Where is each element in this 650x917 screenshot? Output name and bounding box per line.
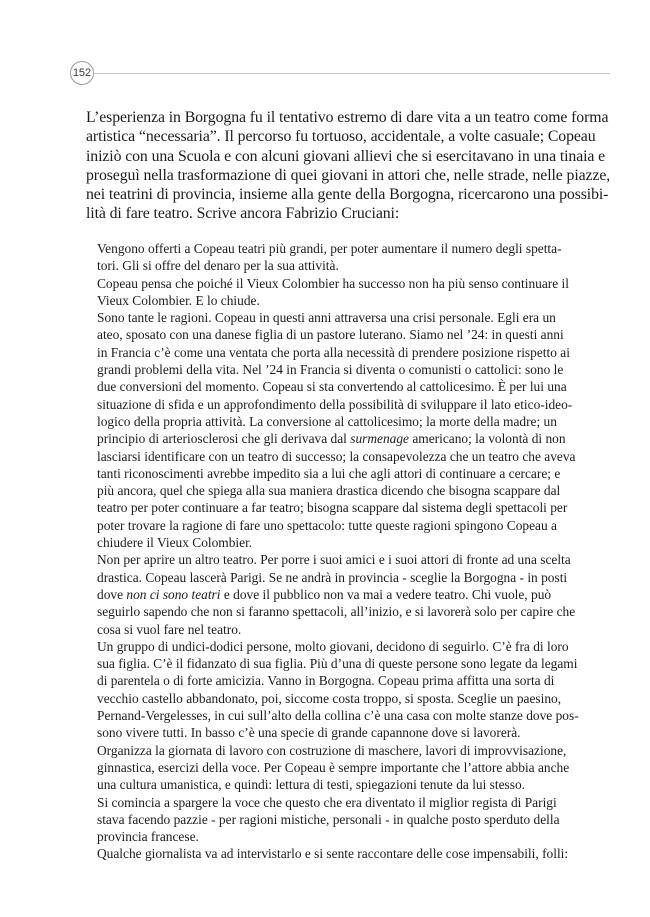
text-segment: principio di arteriosclerosi che gli derivava dal [97, 431, 347, 447]
text-line: tori. Gli si offre del denaro per la sua attività. [97, 258, 339, 274]
text-line: iniziò con una Scuola e con alcuni giovani allievi che si esercitavano in una tinaia e [86, 147, 606, 165]
quote-paragraph [97, 742, 570, 794]
text-line: lità di fare teatro. Scrive ancora Fabrizio Cruciani: [86, 205, 400, 223]
text-line: vecchio castello abbandonato, poi, siccome costa troppo, si sposta. Sceglie un paesino, [97, 690, 562, 706]
text-line: tanti riconoscimenti avrebbe impedito sia a lui che agli attori di continuare a cercare; e [97, 465, 561, 481]
text-line: più ancora, quel che spiega alla sua maniera drastica dicendo che bisogna scappare dal [97, 483, 561, 499]
body-paragraph [86, 108, 611, 224]
text-line: drastica. Copeau lascerà Parigi. Se ne andrà in provincia - sceglie la Borgogna - in posti [97, 569, 568, 585]
text-line: di parentela o di forte amicizia. Vanno in Borgogna. Copeau prima affitta una sorta di [97, 673, 555, 689]
text-line: chiudere il Vieux Colombier. [97, 535, 253, 551]
quote-paragraph [97, 275, 569, 310]
text-line: due conversioni del momento. Copeau si sta convertendo al cattolicesimo. È per lui una [97, 379, 567, 395]
text-segment: e dove il pubblico non va mai a vedere teatro. Chi vuole, può [223, 586, 552, 602]
italic-term: non ci sono teatri [126, 586, 221, 602]
text-line: Sono tante le ragioni. Copeau in questi anni attraversa una crisi personale. Egli era un [97, 310, 556, 326]
quote-paragraph [97, 638, 579, 742]
text-line: ateo, sposato con una danese figlia di un pastore luterano. Siamo nel ’24: in questi anni [97, 327, 564, 343]
text-line: ginnastica, esercizi della voce. Per Copeau è sempre importante che l’attore abbia anche [97, 759, 570, 775]
text-line: Si comincia a spargere la voce che questo che era diventato il miglior regista di Parigi [97, 794, 557, 810]
text-line: stava facendo pazzie - per ragioni mistiche, personali - in qualche posto sperduto della [97, 811, 560, 827]
quote-paragraph [97, 309, 576, 551]
text-line: proseguì nella trasformazione di quei giovani in attori che, nelle strade, nelle piazze, [86, 166, 611, 184]
quote-paragraph [97, 240, 562, 275]
text-line: sono vivere tutti. In basso c’è una specie di grande capannone dove si lavorerà. [97, 725, 521, 741]
text-line: in Francia c’è come una ventata che porta alla necessità di prendere posizione rispetto ai [97, 344, 570, 360]
text-line: logico della propria attività. La conversione al cattolicesimo; la morte della madre; un [97, 413, 557, 429]
text-line: poter trovare la ragione di fare uno spettacolo: tutte queste ragioni spingono Copeau a [97, 517, 557, 533]
text-line: cosa si vuol fare nel teatro. [97, 621, 242, 637]
text-segment: americano; la volontà di non [412, 431, 566, 447]
text-line: lasciarsi identificare con un teatro di successo; la consapevolezza che un teatro che aveva [97, 448, 576, 464]
quote-paragraph [97, 845, 569, 862]
text-line: Copeau pensa che poiché il Vieux Colombier ha successo non ha più senso continuare il [97, 275, 569, 291]
text-line: nei teatrini di provincia, insieme alla gente della Borgogna, ricercarono una possibi- [86, 186, 609, 204]
block-quote [97, 240, 579, 863]
text-line: Vengono offerti a Copeau teatri più grandi, per poter aumentare il numero degli spetta- [97, 241, 562, 256]
text-line: una cultura umanistica, e quindi: lettura di testi, spiegazioni tenute da lui stesso. [97, 777, 526, 793]
text-line: grandi problemi della vita. Nel ’24 in Francia si diventa o comunisti o cattolici: sono le [97, 362, 564, 378]
text-line: Organizza la giornata di lavoro con costruzione di maschere, lavori di improvvisazione, [97, 742, 567, 758]
text-line: teatro per poter continuare a far teatro; bisogna scappare dal sistema degli spettacoli per [97, 500, 568, 516]
quote-paragraph [97, 551, 576, 637]
text-line: Un gruppo di undici-dodici persone, molto giovani, decidono di seguirlo. C’è fra di loro [97, 638, 569, 654]
italic-term: surmenage [350, 431, 409, 447]
text-line: situazione di sfida e un approfondimento della possibilità di sviluppare il lato etico-ideo- [97, 396, 573, 412]
text-line [97, 586, 552, 603]
text-line: Vieux Colombier. E lo chiude. [97, 292, 260, 308]
text-line: artistica “necessaria”. Il percorso fu tortuoso, accidentale, a volte casuale; Copeau [86, 128, 596, 146]
text-line: Non per aprire un altro teatro. Per porre i suoi amici e i suoi attori di fronte ad una scelta [97, 552, 571, 568]
text-line: Qualche giornalista va ad intervistarlo e si sente raccontare delle cose impensabili, folli: [97, 846, 569, 862]
text-line: L’esperienza in Borgogna fu il tentativo estremo di dare vita a un teatro come forma [86, 109, 609, 126]
quote-paragraph [97, 794, 560, 846]
text-line [97, 430, 566, 447]
header-rule [94, 73, 610, 74]
text-segment: dove [97, 586, 124, 602]
text-line: seguirlo sapendo che non si faranno spettacoli, all’inizio, e si lavorerà solo per capire che [97, 604, 576, 620]
text-line: Pernand-Vergelesses, in cui sull’alto della collina c’è una casa con molte stanze dove pos- [97, 708, 579, 724]
text-line: sua figlia. C’è il fidanzato di sua figlia. Più d’una di queste persone sono legate da legami [97, 656, 578, 672]
page-number: 152 [70, 61, 94, 85]
text-line: provincia francese. [97, 829, 199, 845]
page-header [70, 61, 610, 85]
